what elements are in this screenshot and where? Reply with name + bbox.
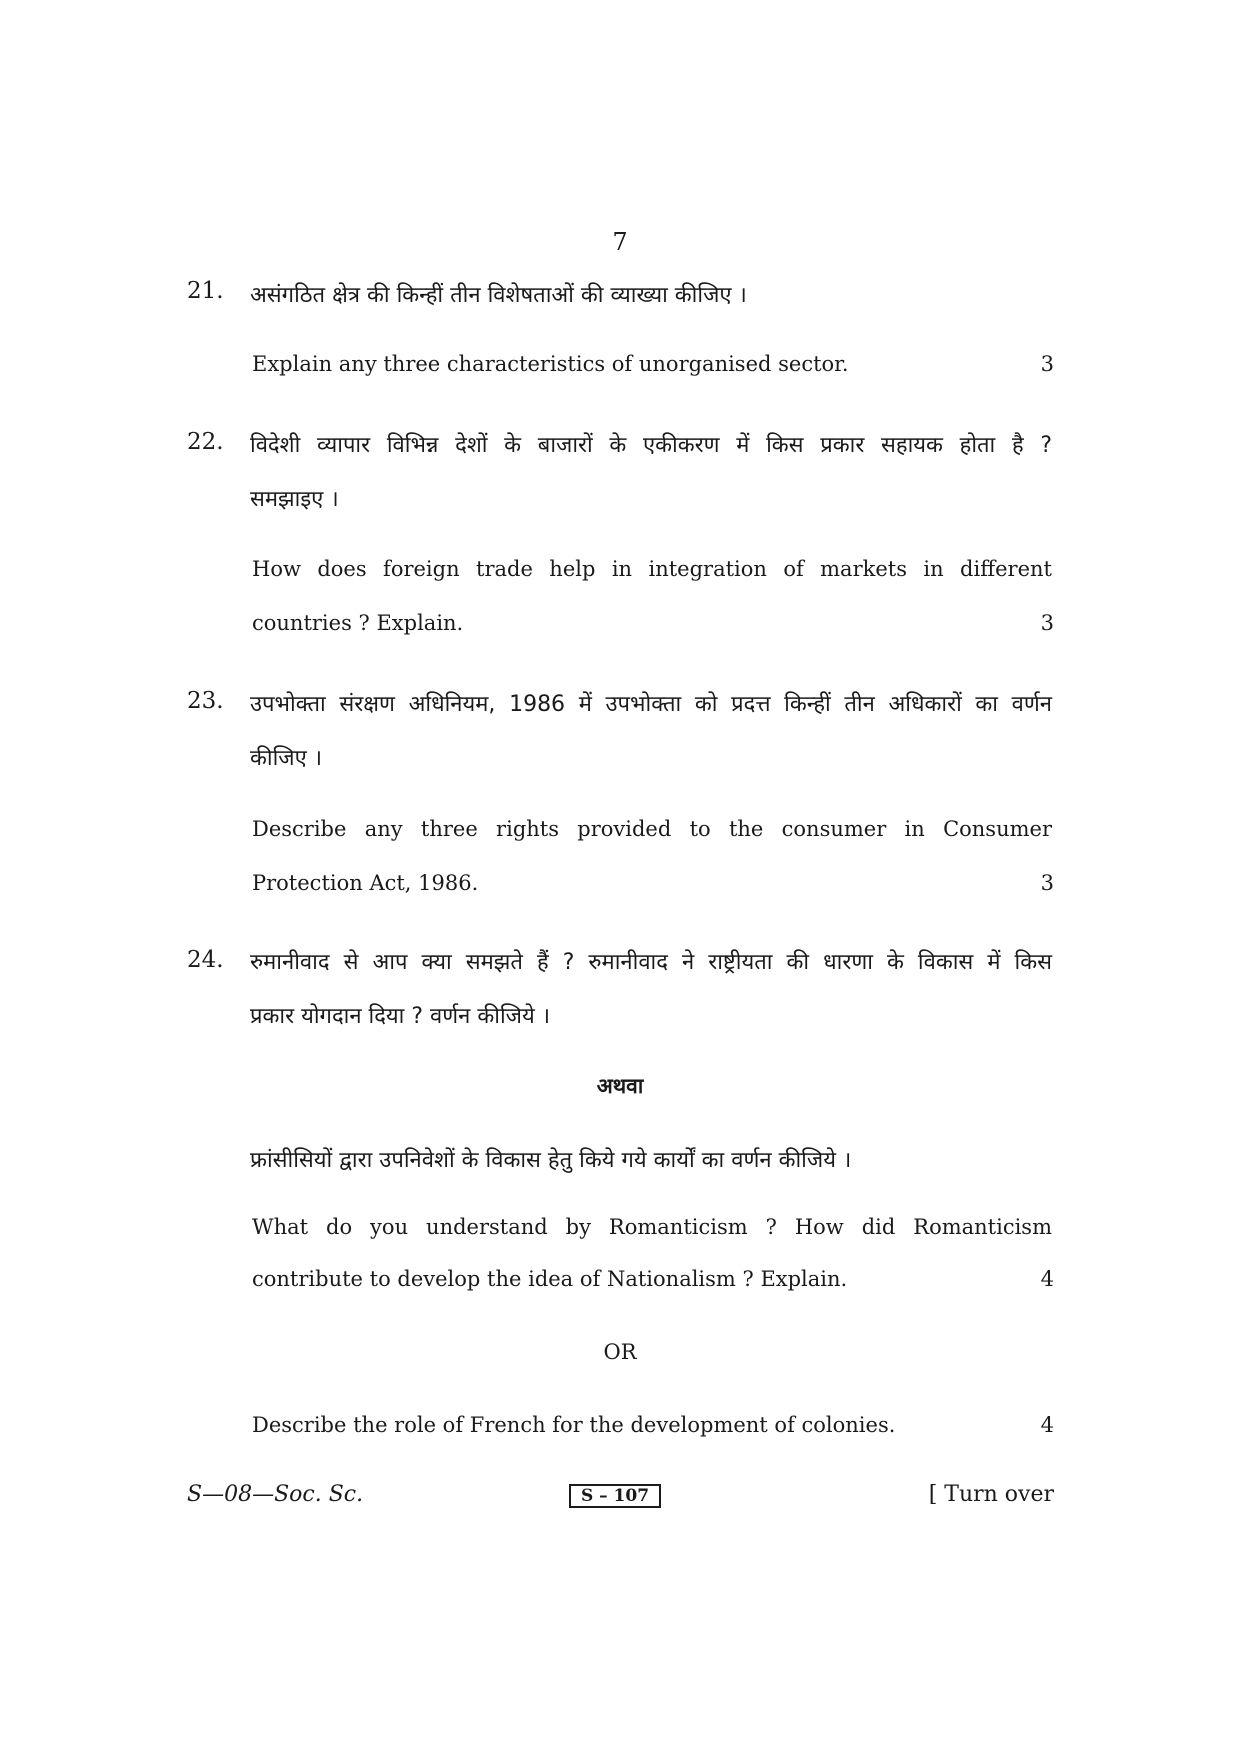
question-number: 24.	[187, 947, 224, 973]
question-hindi-text: समझाइए ।	[250, 487, 339, 512]
question-english-text: countries ? Explain.	[252, 611, 464, 635]
question-english-text: contribute to develop the idea of Nationalism ? Explain.	[252, 1267, 848, 1291]
question-marks: 3	[1040, 352, 1054, 376]
question-english-text: How does foreign trade help in integration of markets in different	[252, 557, 1052, 581]
question-number: 21.	[187, 278, 224, 304]
question-english-text: Explain any three characteristics of unorganised sector.	[252, 352, 849, 376]
question-marks: 4	[1040, 1267, 1054, 1291]
footer-series-box: S – 107	[569, 1484, 661, 1508]
question-hindi-text: प्रकार योगदान दिया ? वर्णन कीजिये ।	[250, 1004, 551, 1029]
question-english-text: Describe any three rights provided to the consumer in Consumer	[252, 817, 1052, 841]
question-number: 22.	[187, 429, 224, 455]
question-hindi-alt-text: फ्रांसीसियों द्वारा उपनिवेशों के विकास हेतु किये गये कार्यों का वर्णन कीजिये ।	[250, 1148, 852, 1173]
question-hindi-text: उपभोक्ता संरक्षण अधिनियम, 1986 में उपभोक्ता को प्रदत्त किन्हीं तीन अधिकारों का वर्णन	[250, 692, 1052, 717]
question-number: 23.	[187, 688, 224, 714]
question-marks: 3	[1040, 611, 1054, 635]
page-number: 7	[612, 228, 628, 256]
question-hindi-text: कीजिए ।	[250, 746, 323, 771]
question-marks-alt: 4	[1040, 1413, 1054, 1437]
footer-turn-over: [ Turn over	[928, 1482, 1054, 1507]
or-hindi-label: अथवा	[596, 1074, 644, 1098]
question-hindi-text: विदेशी व्यापार विभिन्न देशों के बाजारों के एकीकरण में किस प्रकार सहायक होता है ?	[250, 433, 1052, 458]
question-english-text: Protection Act, 1986.	[252, 871, 479, 895]
question-hindi-text: असंगठित क्षेत्र की किन्हीं तीन विशेषताओं की व्याख्या कीजिए ।	[250, 283, 747, 308]
question-english-text: What do you understand by Romanticism ? How did Romanticism	[252, 1215, 1052, 1239]
question-marks: 3	[1040, 871, 1054, 895]
question-english-alt-text: Describe the role of French for the development of colonies.	[252, 1413, 896, 1437]
or-english-label: OR	[603, 1340, 637, 1364]
footer-paper-code: S—08—Soc. Sc.	[187, 1482, 364, 1507]
question-hindi-text: रुमानीवाद से आप क्या समझते हैं ? रुमानीवाद ने राष्ट्रीयता की धारणा के विकास में किस	[250, 950, 1052, 975]
